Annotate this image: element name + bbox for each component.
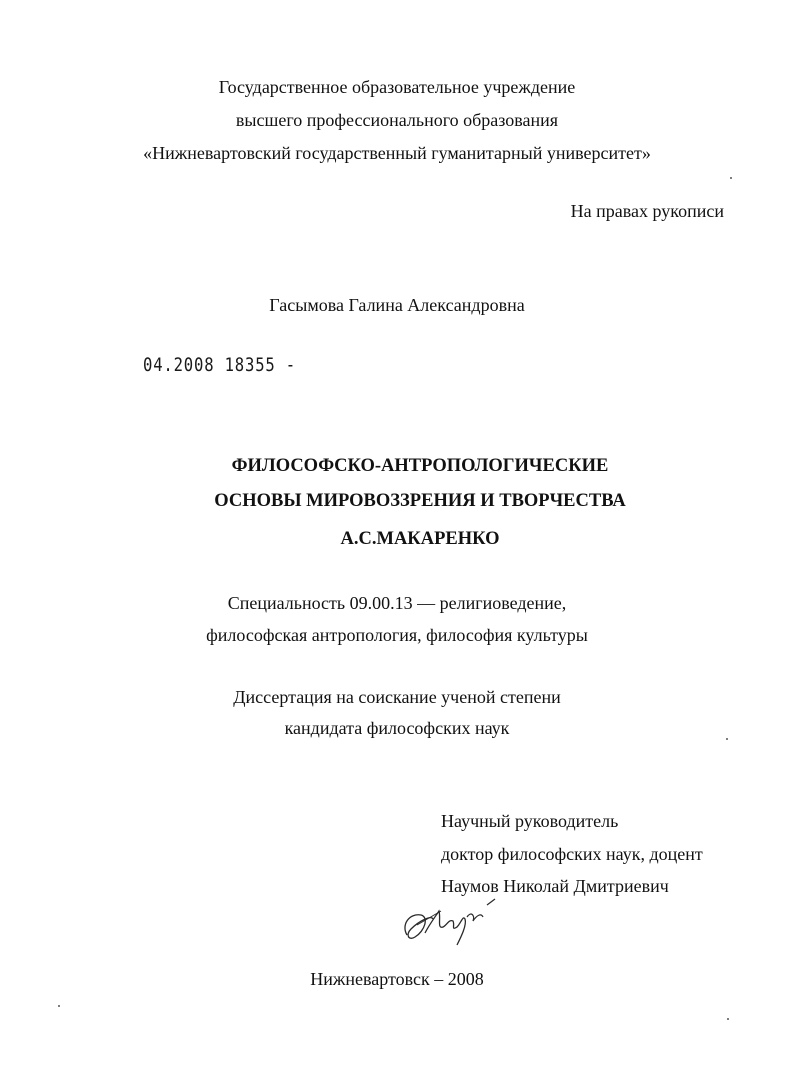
title-line-3: А.С.МАКАРЕНКО (340, 529, 500, 549)
city-year: Нижневартовск – 2008 (310, 969, 484, 989)
title-line-1: ФИЛОСОФСКО-АНТРОПОЛОГИЧЕСКИЕ (231, 456, 609, 476)
scan-speck (58, 1005, 60, 1007)
degree-line-2: кандидата философских наук (284, 718, 510, 738)
scan-speck (730, 177, 732, 179)
advisor-name: Наумов Николай Дмитриевич (441, 876, 669, 896)
specialty-line-2: философская антропология, философия культуры (206, 625, 588, 645)
institution-line-1: Государственное образовательное учреждение (218, 77, 576, 97)
specialty-line-1: Специальность 09.00.13 — религиоведение, (227, 593, 567, 613)
stamp-number: 04.2008 18355 (143, 354, 276, 376)
scan-speck (727, 1018, 729, 1020)
advisor-degree: доктор философских наук, доцент (441, 844, 703, 864)
author-name: Гасымова Галина Александровна (269, 295, 525, 315)
advisor-role: Научный руководитель (441, 811, 619, 831)
stamp-dash: - (275, 354, 297, 376)
institution-line-2: высшего профессионального образования (235, 110, 559, 130)
registration-stamp (143, 354, 296, 376)
handwritten-signature (395, 885, 505, 955)
title-line-2: ОСНОВЫ МИРОВОЗЗРЕНИЯ И ТВОРЧЕСТВА (214, 491, 626, 511)
scan-speck (726, 738, 728, 740)
manuscript-note: На правах рукописи (570, 201, 724, 221)
institution-line-3: «Нижневартовский государственный гуманитарный университет» (143, 143, 651, 163)
degree-line-1: Диссертация на соискание ученой степени (233, 687, 561, 707)
